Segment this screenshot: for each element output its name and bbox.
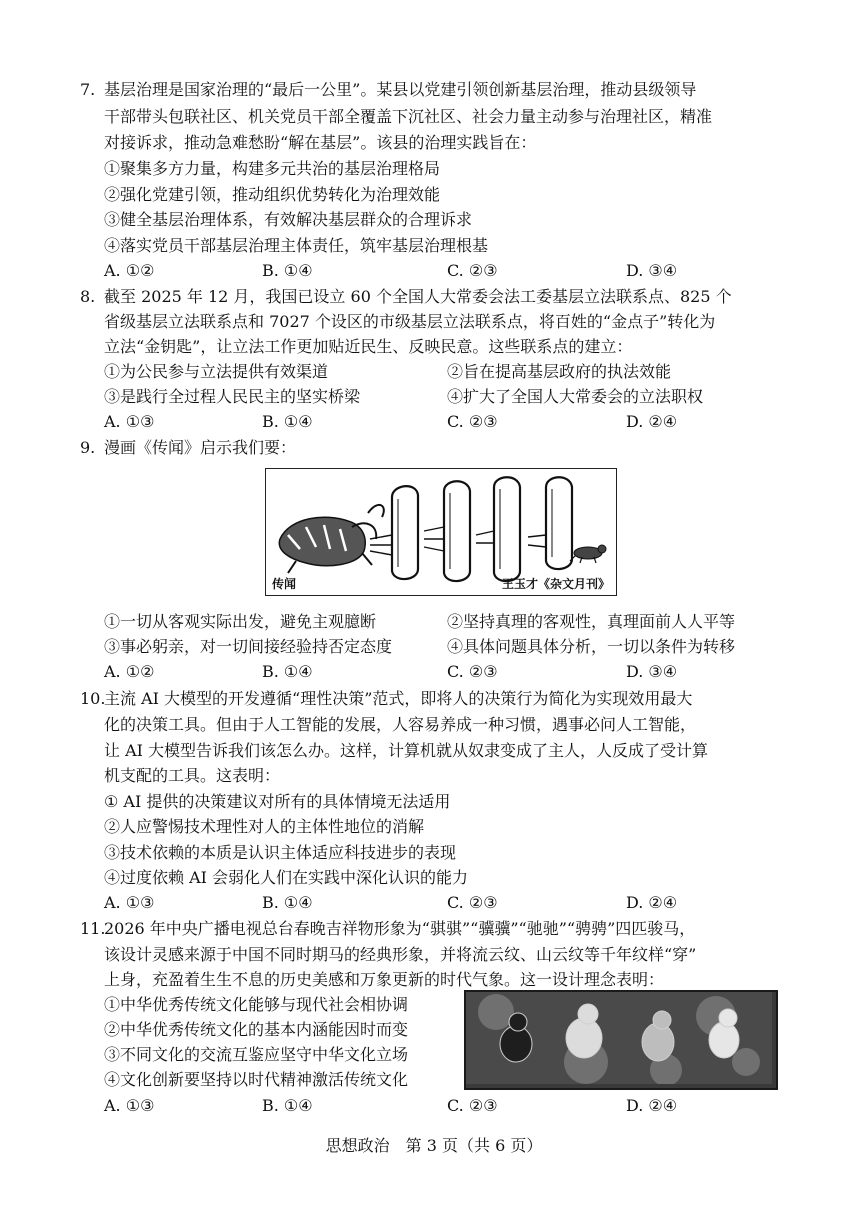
question-10-option-a[interactable]: A. ①③ (104, 893, 155, 912)
question-7-option-c[interactable]: C. ②③ (447, 261, 498, 280)
page-footer: 思想政治 第 3 页（共 6 页） (325, 1136, 543, 1155)
question-9-option-c[interactable]: C. ②③ (447, 662, 498, 681)
cartoon-title: 传闻 (272, 577, 297, 591)
question-9-option-b[interactable]: B. ①④ (262, 662, 313, 681)
question-7-stem-line-2: 干部带头包联社区、机关党员干部全覆盖下沉社区、社会力量主动参与治理社区，精准 (104, 107, 713, 126)
phone-panels (392, 477, 572, 581)
question-7-option-b[interactable]: B. ①④ (262, 261, 313, 280)
question-10-statement-3: ③技术依赖的本质是认识主体适应科技进步的表现 (104, 843, 457, 862)
question-8-option-c[interactable]: C. ②③ (447, 412, 498, 431)
cartoon-figure (265, 468, 617, 596)
question-10-stem-line-4: 机支配的工具。这表明： (104, 766, 281, 785)
mascot-photo (464, 990, 778, 1090)
question-7-number: 7. (80, 80, 96, 99)
question-11-option-a[interactable]: A. ①③ (104, 1096, 155, 1115)
question-11-option-b[interactable]: B. ①④ (262, 1096, 313, 1115)
question-8-stem-line-3: 立法“金钥匙”，让立法工作更加贴近民生、反映民意。这些联系点的建立： (104, 337, 633, 356)
question-9-statement-3: ③事必躬亲，对一切间接经验持否定态度 (104, 637, 393, 656)
question-9-option-a[interactable]: A. ①② (104, 662, 155, 681)
question-8-statement-2: ②旨在提高基层政府的执法效能 (447, 362, 672, 381)
question-8-statement-3: ③是践行全过程人民民主的坚实桥梁 (104, 387, 361, 406)
question-8-number: 8. (80, 287, 96, 306)
question-11-option-d[interactable]: D. ②④ (626, 1096, 678, 1115)
question-11-stem-line-3: 上身，充盈着生生不息的历史美感和万象更新的时代气象。这一设计理念表明： (104, 970, 665, 989)
question-11-statement-4: ④文化创新要坚持以时代精神激活传统文化 (104, 1070, 409, 1089)
question-7-statement-4: ④落实党员干部基层治理主体责任，筑牢基层治理根基 (104, 236, 489, 255)
question-9-number: 9. (80, 438, 96, 457)
question-9-option-d[interactable]: D. ③④ (626, 662, 678, 681)
question-7-stem-line-3: 对接诉求，推动急难愁盼“解在基层”。该县的治理实践旨在： (104, 133, 537, 152)
question-10-option-d[interactable]: D. ②④ (626, 893, 678, 912)
question-11-number: 11. (80, 919, 106, 938)
question-8-stem-line-1: 截至 2025 年 12 月，我国已设立 60 个全国人大常委会法工委基层立法联系点、825 个 (104, 287, 732, 306)
question-10-stem-line-3: 让 AI 大模型告诉我们该怎么办。这样，计算机就从奴隶变成了主人，人反成了受计算 (104, 741, 709, 760)
question-8-statement-1: ①为公民参与立法提供有效渠道 (104, 362, 329, 381)
question-9-statement-2: ②坚持真理的客观性，真理面前人人平等 (447, 612, 736, 631)
question-8-option-d[interactable]: D. ②④ (626, 412, 678, 431)
question-10-stem-line-1: 主流 AI 大模型的开发遵循“理性决策”范式，即将人的决策行为简化为实现效用最大 (104, 689, 693, 708)
question-10-statement-2: ②人应警惕技术理性对人的主体性地位的消解 (104, 817, 425, 836)
question-8-stem-line-2: 省级基层立法联系点和 7027 个设区的市级基层立法联系点，将百姓的“金点子”转化为 (104, 312, 716, 331)
question-11-statement-3: ③不同文化的交流互鉴应坚守中华文化立场 (104, 1045, 409, 1064)
question-9-stem: 漫画《传闻》启示我们要： (104, 438, 297, 457)
cartoon-credit: 王玉才《杂文月刊》 (501, 577, 610, 591)
question-10-option-b[interactable]: B. ①④ (262, 893, 313, 912)
question-7-stem-line-1: 基层治理是国家治理的“最后一公里”。某县以党建引领创新基层治理，推动县级领导 (104, 80, 697, 99)
question-8-option-a[interactable]: A. ①③ (104, 412, 155, 431)
question-7-statement-1: ①聚集多方力量，构建多元共治的基层治理格局 (104, 159, 441, 178)
question-8-statement-4: ④扩大了全国人大常委会的立法职权 (447, 387, 704, 406)
small-cat-icon (570, 545, 606, 563)
question-7-statement-2: ②强化党建引领，推动组织优势转化为治理效能 (104, 185, 441, 204)
question-11-statement-1: ①中华优秀传统文化能够与现代社会相协调 (104, 995, 409, 1014)
question-11-statement-2: ②中华优秀传统文化的基本内涵能因时而变 (104, 1020, 409, 1039)
question-9-statement-4: ④具体问题具体分析，一切以条件为转移 (447, 637, 736, 656)
question-11-stem-line-1: 2026 年中央广播电视总台春晚吉祥物形象为“骐骐”“骥骥”“驰驰”“骋骋”四匹骏马， (104, 919, 696, 938)
question-9-statement-1: ①一切从客观实际出发，避免主观臆断 (104, 612, 377, 631)
question-10-statement-1: ① AI 提供的决策建议对所有的具体情境无法适用 (104, 792, 451, 811)
question-10-statement-4: ④过度依赖 AI 会弱化人们在实践中深化认识的能力 (104, 868, 469, 887)
question-10-number: 10. (80, 689, 106, 708)
tiger-icon (279, 505, 384, 573)
question-7-option-d[interactable]: D. ③④ (626, 261, 678, 280)
question-10-option-c[interactable]: C. ②③ (447, 893, 498, 912)
question-7-statement-3: ③健全基层治理体系，有效解决基层群众的合理诉求 (104, 210, 473, 229)
question-7-option-a[interactable]: A. ①② (104, 261, 155, 280)
question-11-stem-line-2: 该设计灵感来源于中国不同时期马的经典形象，并将流云纹、山云纹等千年纹样“穿” (104, 945, 697, 964)
question-11-option-c[interactable]: C. ②③ (447, 1096, 498, 1115)
question-10-stem-line-2: 化的决策工具。但由于人工智能的发展，人容易养成一种习惯，遇事必问人工智能， (104, 715, 697, 734)
question-8-option-b[interactable]: B. ①④ (262, 412, 313, 431)
horse-mascots-image (466, 992, 772, 1084)
